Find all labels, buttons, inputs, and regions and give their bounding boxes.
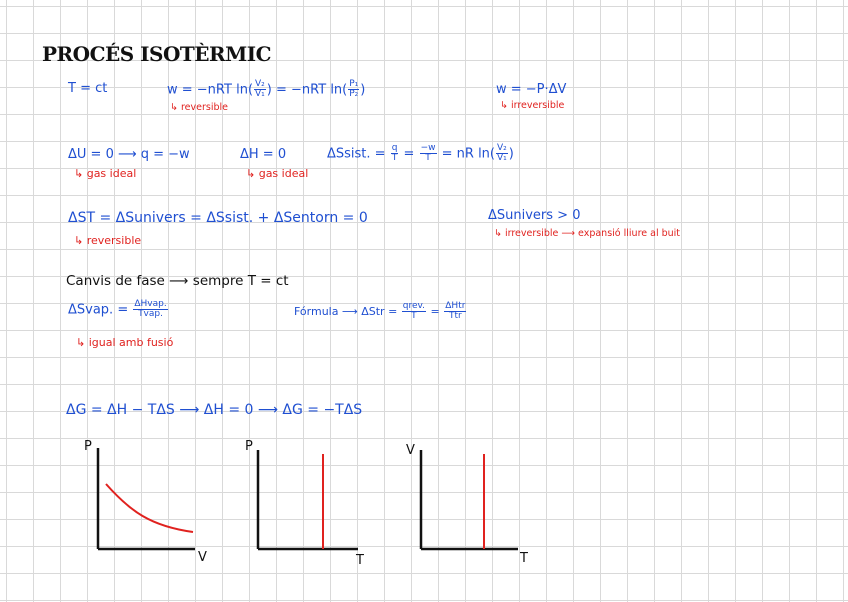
reversible-note: ↳ reversible <box>170 102 228 113</box>
graph2-x-label: T <box>356 553 364 568</box>
temperature-constant: T = ct <box>68 81 108 96</box>
work-fraction-pressure: $\frac{\text{P₁}}{\text{P₂}}$ <box>349 79 359 100</box>
fusion-note: ↳ igual amb fusió <box>76 336 174 349</box>
entropy-frac-volume: $\frac{\text{V₂}}{\text{V₁}}$ <box>497 143 507 164</box>
reversible-note-2: ↳ reversible <box>74 234 142 247</box>
enthalpy-equation: ΔH = 0 <box>240 147 287 162</box>
entropy-system-equation: ΔSsist. = $\frac{q}{T}$ = $\frac{-w}{T}$ = nR ln( $\frac{\text{V₂}}{\text{V₁}}$ ) <box>327 143 514 164</box>
gibbs-equation: ΔG = ΔH − TΔS ⟶ ΔH = 0 ⟶ ΔG = −TΔS <box>66 402 363 418</box>
work-lhs: w = −nRT ln <box>167 82 248 98</box>
gas-ideal-note-1: ↳ gas ideal <box>74 167 137 180</box>
graph-v-vs-t <box>405 436 545 566</box>
graph3-y-label: V <box>406 443 415 458</box>
vaporization-fraction: $\frac{\text{ΔHvap.}}{\text{Tvap.}}$ <box>134 299 167 320</box>
entropy-frac-w-t: $\frac{-w}{T}$ <box>420 143 436 164</box>
graph-p-vs-v <box>80 436 210 566</box>
vaporization-entropy-equation: ΔSvap. = $\frac{\text{ΔHvap.}}{\text{Tvap.}}$ <box>68 299 167 320</box>
work-irreversible-equation: w = −P·ΔV <box>496 82 567 97</box>
isotherm-curve <box>106 484 193 532</box>
work-reversible-equation: w = −nRT ln( $\frac{\text{V₂}}{\text{V₁}}$ ) = −nRT ln( $\frac{\text{P₁}}{\text{P₂}}$ ) <box>167 79 366 100</box>
total-entropy-equation: ΔST = ΔSunivers = ΔSsist. + ΔSentorn = 0 <box>68 210 368 226</box>
universe-entropy-inequality: ΔSunivers > 0 <box>488 208 581 223</box>
gas-ideal-note-2: ↳ gas ideal <box>246 167 309 180</box>
transition-frac-h: $\frac{\text{ΔHtr}}{\text{Ttr}}$ <box>445 301 466 322</box>
graph1-y-label: P <box>84 439 92 454</box>
internal-energy-equation: ΔU = 0 ⟶ q = −w <box>68 147 190 162</box>
transition-entropy-formula: Fórmula ⟶ ΔStr = $\frac{\text{qrev.}}{T}$ = $\frac{\text{ΔHtr}}{\text{Ttr}}$ <box>294 301 466 322</box>
graph2-y-label: P <box>245 439 253 454</box>
irreversible-note: ↳ irreversible <box>500 100 565 111</box>
graph1-x-label: V <box>198 550 207 565</box>
work-eq2: = −nRT ln <box>276 82 343 98</box>
graph3-x-label: T <box>520 551 528 566</box>
irreversible-expansion-note: ↳ irreversible ⟶ expansió lliure al buit <box>494 228 681 239</box>
work-fraction-volume: $\frac{\text{V₂}}{\text{V₁}}$ <box>255 79 265 100</box>
entropy-frac-q-t: $\frac{q}{T}$ <box>391 143 398 164</box>
graph-p-vs-t <box>242 436 382 566</box>
page-title: PROCÉS ISOTÈRMIC <box>42 42 272 66</box>
phase-change-heading: Canvis de fase ⟶ sempre T = ct <box>66 273 289 289</box>
transition-frac-q: $\frac{\text{qrev.}}{T}$ <box>402 301 426 322</box>
